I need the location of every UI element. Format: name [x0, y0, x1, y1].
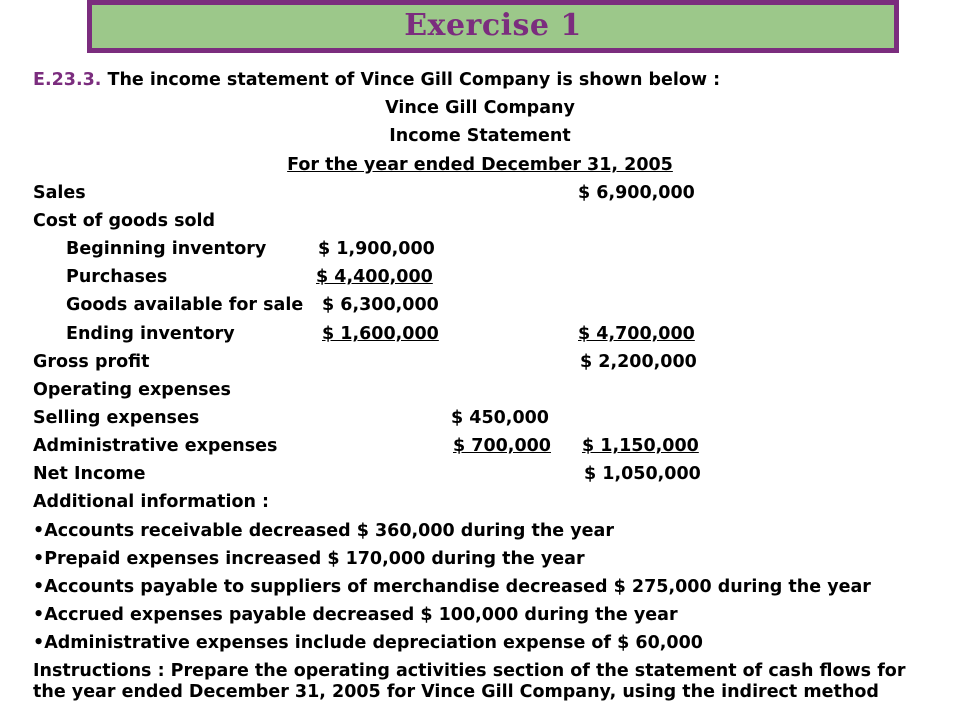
selling-expenses-label: Selling expenses — [33, 408, 200, 428]
instructions-line-1: Instructions : Prepare the operating activities section of the statement of cash flows for — [33, 661, 906, 681]
purchases-amount: $ 4,400,000 — [316, 267, 433, 287]
bullet-item: •Administrative expenses include depreciation expense of $ 60,000 — [33, 633, 703, 653]
goods-available-label: Goods available for sale — [66, 295, 304, 315]
bullet-item: •Accounts receivable decreased $ 360,000 during the year — [33, 521, 614, 541]
bullet-text: Accounts payable to suppliers of merchandise decreased $ 275,000 during the year — [44, 577, 871, 597]
bullet-item: •Prepaid expenses increased $ 170,000 during the year — [33, 549, 585, 569]
bullet-item: •Accrued expenses payable decreased $ 100,000 during the year — [33, 605, 678, 625]
ending-inventory-amount: $ 1,600,000 — [322, 324, 439, 344]
net-income-total: $ 1,050,000 — [584, 464, 701, 484]
intro-text: The income statement of Vince Gill Company is shown below : — [101, 70, 721, 90]
administrative-expenses-label: Administrative expenses — [33, 436, 278, 456]
operating-expenses-total: $ 1,150,000 — [582, 436, 699, 456]
bullet-item: •Accounts payable to suppliers of merchandise decreased $ 275,000 during the year — [33, 577, 871, 597]
statement-period: For the year ended December 31, 2005 — [287, 155, 673, 175]
goods-available-amount: $ 6,300,000 — [322, 295, 439, 315]
sales-label: Sales — [33, 183, 86, 203]
gross-profit-total: $ 2,200,000 — [580, 352, 697, 372]
beginning-inventory-label: Beginning inventory — [66, 239, 267, 259]
bullet-text: Administrative expenses include depreciation expense of $ 60,000 — [44, 633, 703, 653]
beginning-inventory-amount: $ 1,900,000 — [318, 239, 435, 259]
additional-information-header: Additional information : — [33, 492, 270, 512]
gross-profit-label: Gross profit — [33, 352, 150, 372]
instructions-line-2: the year ended December 31, 2005 for Vince Gill Company, using the indirect method — [33, 682, 879, 702]
administrative-expenses-amount: $ 700,000 — [453, 436, 551, 456]
sales-total: $ 6,900,000 — [578, 183, 695, 203]
bullet-text: Accounts receivable decreased $ 360,000 during the year — [44, 521, 614, 541]
bullet-text: Prepaid expenses increased $ 170,000 during the year — [44, 549, 585, 569]
company-name: Vince Gill Company — [385, 98, 575, 118]
net-income-label: Net Income — [33, 464, 146, 484]
cogs-total: $ 4,700,000 — [578, 324, 695, 344]
cogs-label: Cost of goods sold — [33, 211, 216, 231]
title-banner — [87, 0, 899, 53]
purchases-label: Purchases — [66, 267, 168, 287]
operating-expenses-label: Operating expenses — [33, 380, 231, 400]
slide-title: Exercise 1 — [404, 8, 582, 43]
bullet-text: Accrued expenses payable decreased $ 100,000 during the year — [44, 605, 678, 625]
exercise-reference: E.23.3. — [33, 70, 102, 90]
selling-expenses-amount: $ 450,000 — [451, 408, 549, 428]
statement-name: Income Statement — [389, 126, 571, 146]
intro-line — [33, 70, 720, 90]
ending-inventory-label: Ending inventory — [66, 324, 235, 344]
